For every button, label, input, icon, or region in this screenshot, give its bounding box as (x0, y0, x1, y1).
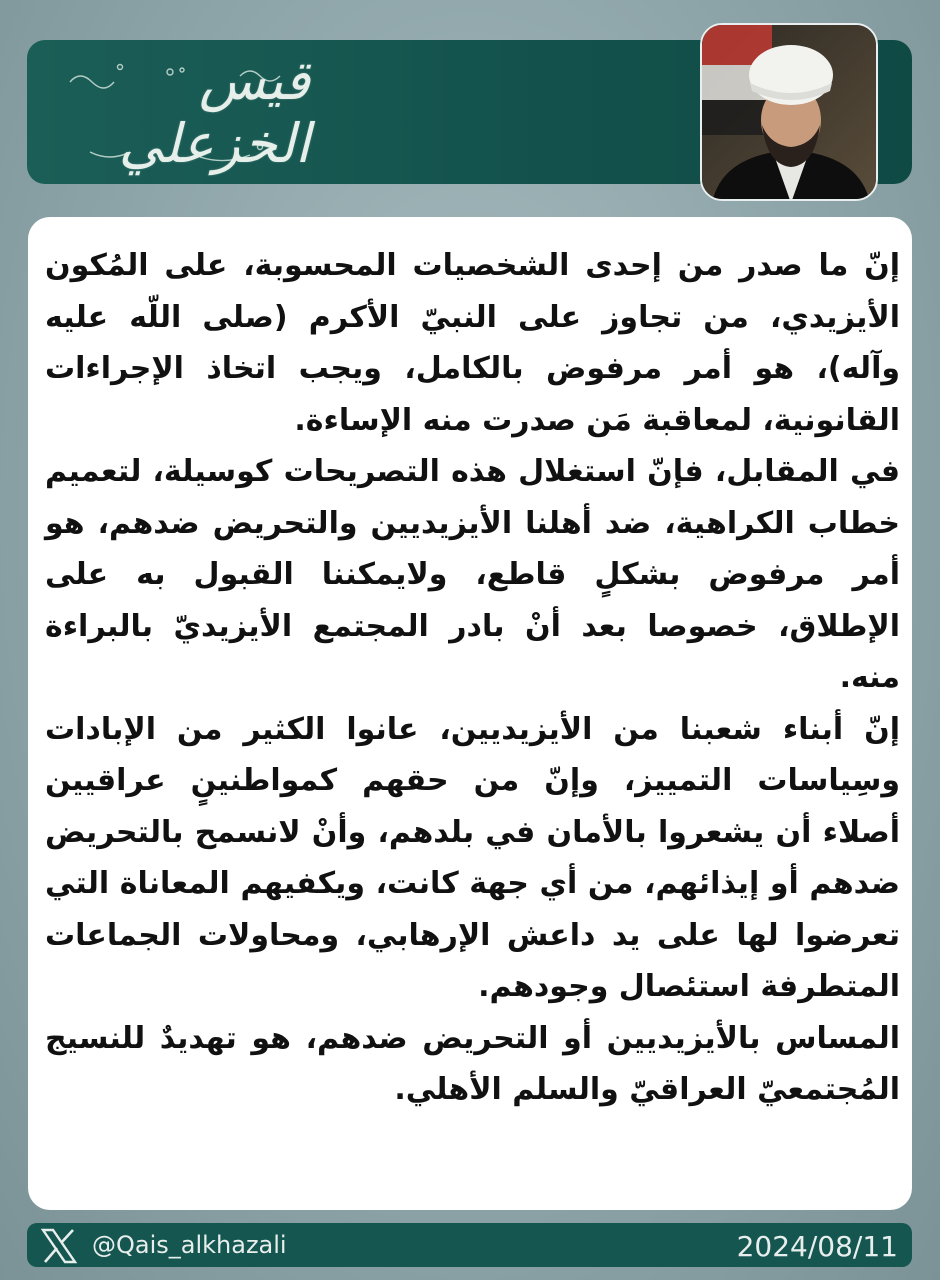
post-date: 2024/08/11 (736, 1230, 898, 1263)
name-calligraphy-logo (50, 49, 310, 175)
calligraphy-text: قيس الخزعلي (118, 49, 310, 175)
statement-text (45, 240, 900, 1116)
social-handle: @Qais_alkhazali (92, 1231, 287, 1259)
paragraph: المساس بالأيزيديين أو التحريض ضدهم، هو تهديدٌ للنسيج المُجتمعيّ العراقيّ والسلم الأهلي. (45, 1020, 900, 1107)
paragraph: في المقابل، فإنّ استغلال هذه التصريحات كوسيلة، لتعميم خطاب الكراهية، ضد أهلنا الأيزيديين والتحريض ضدهم، هو أمر مرفوض بشكلٍ قاطع، ولايمكننا القبول به على الإطلاق، خصوصا بعد أنْ بادر المجتمع الأيزيديّ بالبراءة منه. (45, 454, 900, 695)
portrait-photo (700, 23, 878, 201)
x-logo-icon (40, 1228, 78, 1264)
paragraph: إنّ أبناء شعبنا من الأيزيديين، عانوا الكثير من الإبادات وسِياسات التمييز، وإنّ من حقهم كمواطنينٍ عراقيين أصلاء أن يشعروا بالأمان في بلدهم، وأنْ لانسمح بالتحريض ضدهم أو إيذائهم، من أي جهة كانت، ويكفيهم المعاناة التي تعرضوا لها على يد داعش الإرهابي، ومحاولات الجماعات المتطرفة استئصال وجودهم. (45, 711, 900, 1004)
paragraph: إنّ ما صدر من إحدى الشخصيات المحسوبة، على المُكون الأيزيدي، من تجاوز على النبيّ الأكرم (صلى اللّه عليه وآله)، هو أمر مرفوض بالكامل، ويجب اتخاذ الإجراءات القانونية، لمعاقبة مَن صدرت منه الإساءة. (45, 248, 900, 438)
portrait-illustration (702, 25, 878, 201)
